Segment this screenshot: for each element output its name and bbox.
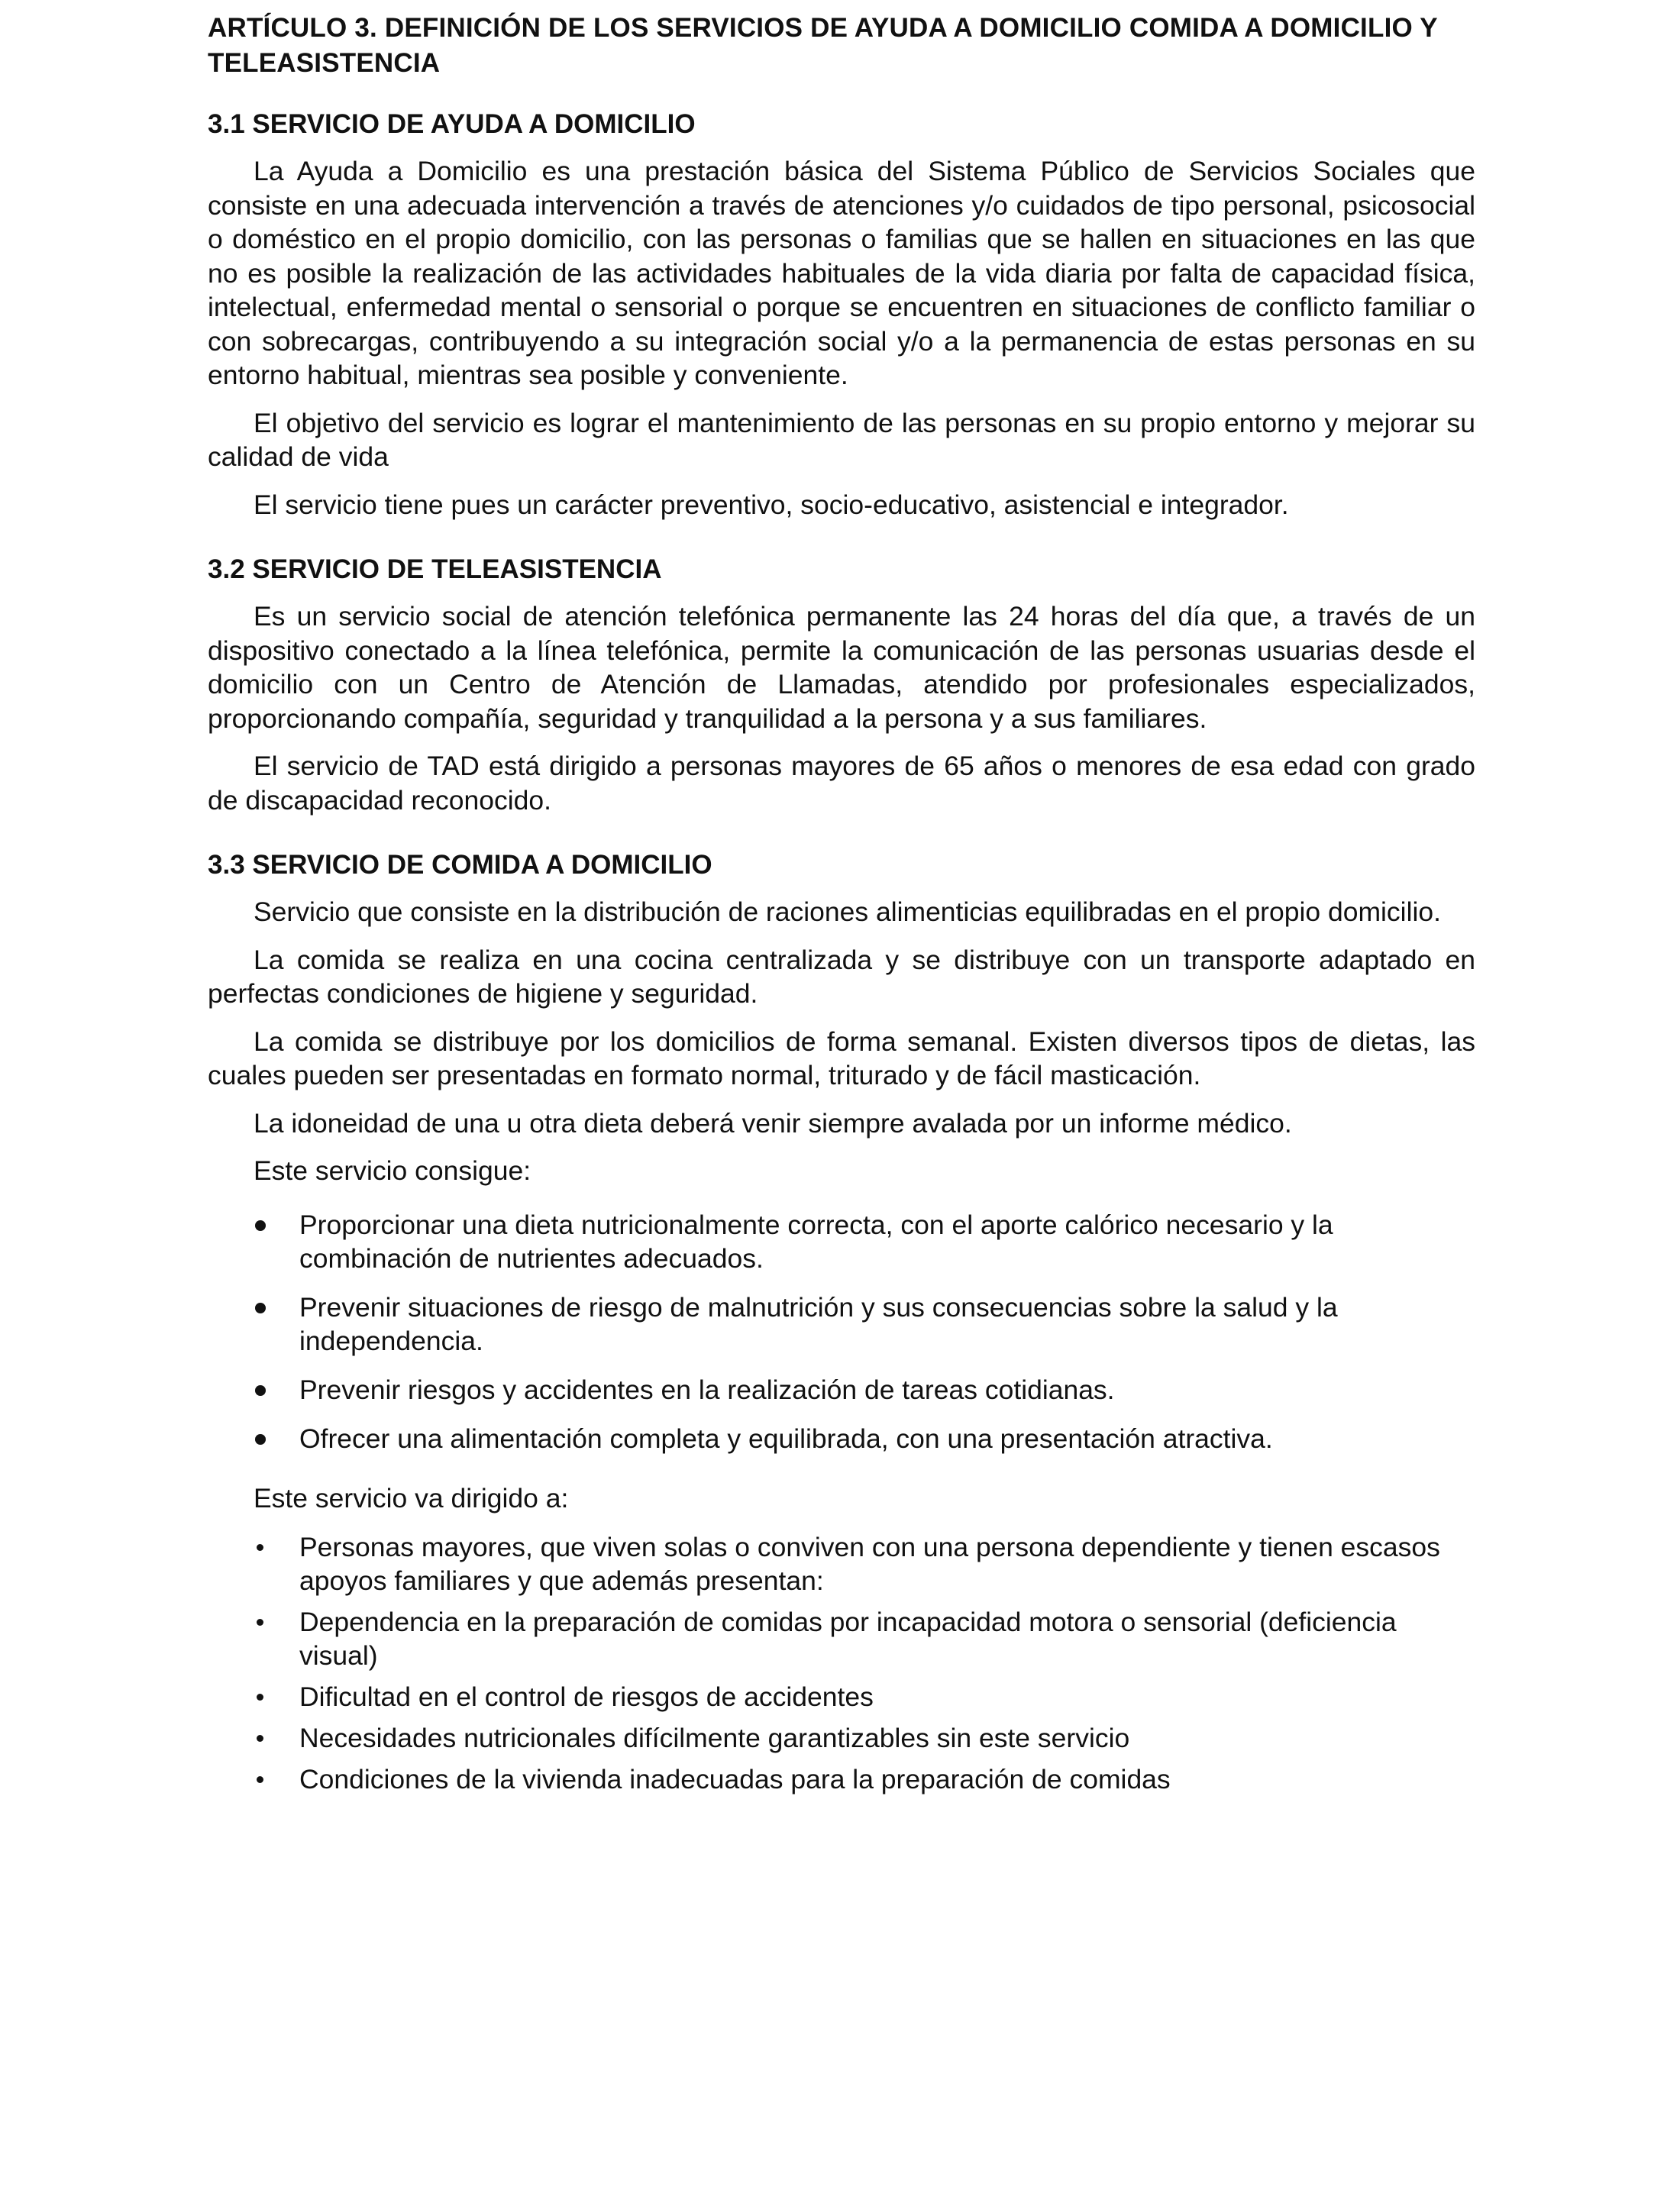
paragraph: El servicio de TAD está dirigido a personas mayores de 65 años o menores de esa edad con grado de discapacidad reconocido. [208, 751, 1475, 816]
bullet-icon [257, 1619, 263, 1626]
list-item [208, 1762, 1475, 1796]
list-item-text: Condiciones de la vivienda inadecuadas para la preparación de comidas [299, 1764, 1171, 1795]
paragraph: Este servicio va dirigido a: [254, 1482, 569, 1513]
list-item-text: Personas mayores, que viven solas o conviven con una persona dependiente y tienen escasos apoyos familiares y que además presentan: [299, 1532, 1440, 1596]
section-comida-domicilio [208, 848, 1475, 1796]
list-item [208, 1291, 1475, 1358]
list-item-text: Prevenir riesgos y accidentes en la realización de tareas cotidianas. [299, 1374, 1115, 1405]
list-item [208, 1530, 1475, 1597]
paragraph: La idoneidad de una u otra dieta deberá venir siempre avalada por un informe médico. [254, 1107, 1292, 1139]
paragraph: La Ayuda a Domicilio es una prestación básica del Sistema Público de Servicios Sociales que consiste en una adecuada intervención a través de atenciones y/o cuidados de tipo personal, psicosocial o doméstico en el propio domicilio, con las personas o familias que se hallen en situaciones en las que no es posible la realización de las actividades habituales de la vida diaria por falta de capacidad física, intelectual, enfermedad mental o sensorial o porque se encuentren en situaciones de conflicto familiar o con sobrecargas, contribuyendo a su integración social y/o a la permanencia de estas personas en su entorno habitual, mientras sea posible y conveniente. [208, 156, 1475, 390]
bullet-icon [255, 1303, 266, 1313]
list-item-text: Necesidades nutricionales difícilmente garantizables sin este servicio [299, 1723, 1130, 1753]
list-item [208, 1605, 1475, 1672]
section-heading: 3.1 SERVICIO DE AYUDA A DOMICILIO [208, 109, 696, 139]
bullet-icon [257, 1776, 263, 1783]
paragraph: Servicio que consiste en la distribución de raciones alimenticias equilibradas en el propio domicilio. [254, 896, 1441, 927]
spacer [208, 831, 1475, 848]
list-item-text: Dificultad en el control de riesgos de accidentes [299, 1681, 874, 1712]
list-item-text: Dependencia en la preparación de comidas por incapacidad motora o sensorial (deficiencia visual) [299, 1607, 1397, 1671]
bullet-icon [255, 1385, 266, 1396]
benefits-list [208, 1208, 1475, 1455]
bullet-icon [257, 1735, 263, 1742]
list-item-text: Prevenir situaciones de riesgo de malnutrición y sus consecuencias sobre la salud y la independencia. [299, 1291, 1338, 1356]
bullet-icon [257, 1544, 263, 1551]
list-item-text: Ofrecer una alimentación completa y equilibrada, con una presentación atractiva. [299, 1423, 1273, 1454]
section-teleasistencia [208, 552, 1475, 817]
bullet-icon [255, 1434, 266, 1445]
list-item [208, 1373, 1475, 1407]
paragraph: Este servicio consigue: [254, 1155, 531, 1186]
paragraph: La comida se distribuye por los domicilios de forma semanal. Existen diversos tipos de dietas, las cuales pueden ser presentadas en formato normal, triturado y de fácil masticación. [208, 1026, 1475, 1090]
section-ayuda-domicilio [208, 107, 1475, 522]
list-item [208, 1422, 1475, 1455]
list-item-text: Proporcionar una dieta nutricionalmente correcta, con el aporte calórico necesario y la combinación de nutrientes adecuados. [299, 1209, 1333, 1274]
list-item [208, 1721, 1475, 1755]
bullet-icon [255, 1220, 266, 1231]
bullet-icon [257, 1694, 263, 1701]
spacer [208, 535, 1475, 552]
targets-list [208, 1530, 1475, 1796]
section-heading: 3.3 SERVICIO DE COMIDA A DOMICILIO [208, 850, 712, 880]
paragraph: El servicio tiene pues un carácter preventivo, socio-educativo, asistencial e integrador. [254, 489, 1289, 520]
paragraph: La comida se realiza en una cocina centralizada y se distribuye con un transporte adaptado en perfectas condiciones de higiene y seguridad. [208, 944, 1475, 1009]
list-item [208, 1208, 1475, 1275]
document-title: ARTÍCULO 3. DEFINICIÓN DE LOS SERVICIOS DE AYUDA A DOMICILIO COMIDA A DOMICILIO Y TELEASISTENCIA [208, 13, 1438, 78]
section-heading: 3.2 SERVICIO DE TELEASISTENCIA [208, 554, 662, 584]
list-item [208, 1680, 1475, 1714]
paragraph: Es un servicio social de atención telefónica permanente las 24 horas del día que, a través de un dispositivo conectado a la línea telefónica, permite la comunicación de las personas usuarias desde el domicilio con un Centro de Atención de Llamadas, atendido por profesionales especializados, proporcionando compañía, seguridad y tranquilidad a la persona y a sus familiares. [208, 601, 1475, 734]
document-page [208, 11, 1475, 1804]
paragraph: El objetivo del servicio es lograr el mantenimiento de las personas en su propio entorno y mejorar su calidad de vida [208, 407, 1475, 472]
